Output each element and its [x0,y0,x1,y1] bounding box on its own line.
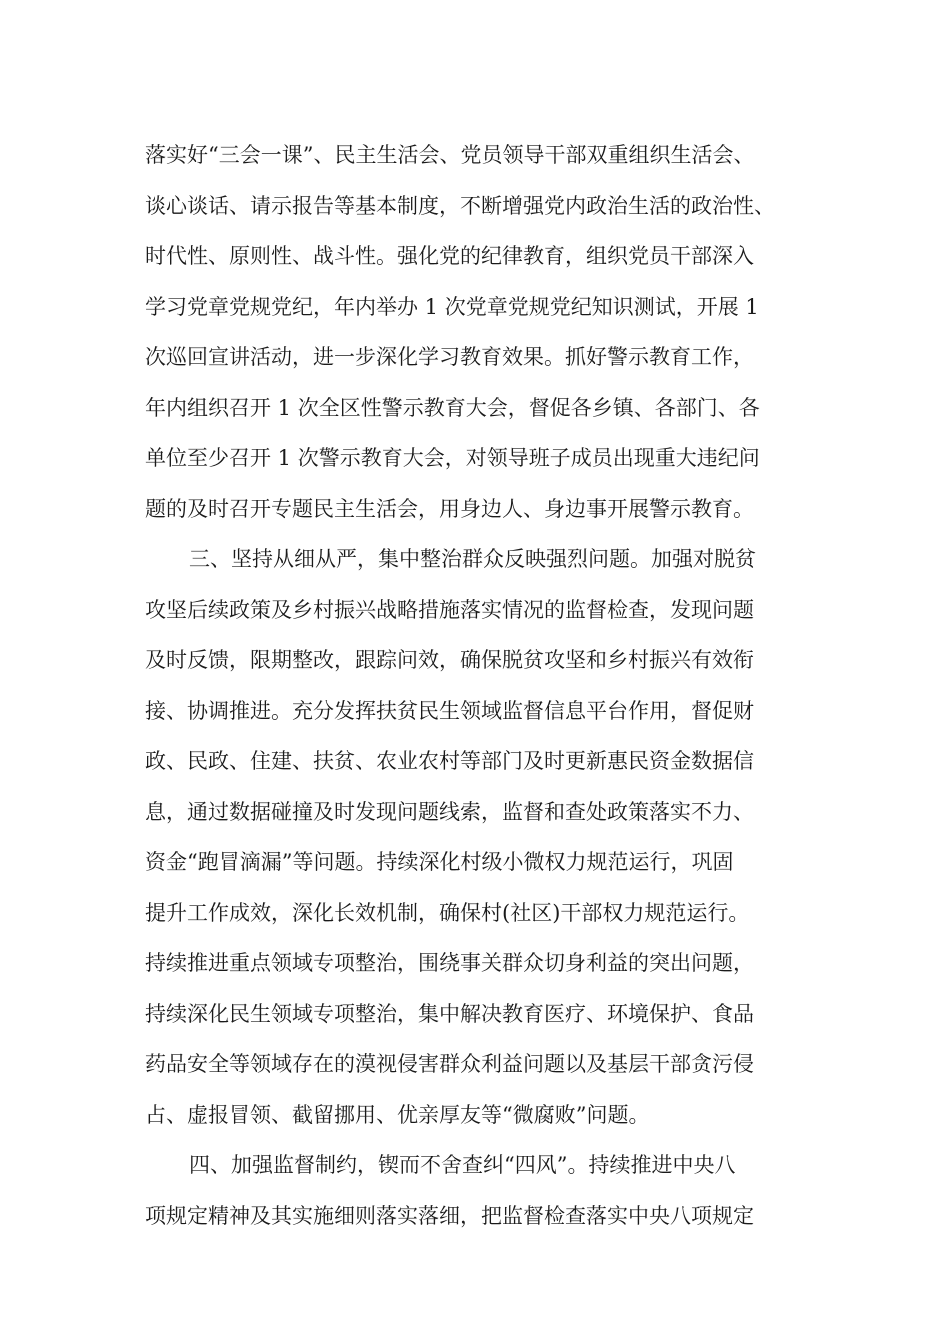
text-line: 药品安全等领域存在的漠视侵害群众利益问题以及基层干部贪污侵 [145,1052,754,1076]
text-line: 息，通过数据碰撞及时发现问题线索，监督和查处政策落实不力、 [145,799,754,824]
text-line: 政、民政、住建、扶贫、农业农村等部门及时更新惠民资金数据信 [145,749,754,773]
text-line: 落实好“三会一课”、民主生活会、党员领导干部双重组织生活会、 [145,143,755,167]
text-line: 项规定精神及其实施细则落实落细，把监督检查落实中央八项规定 [145,1203,754,1228]
text-line: 及时反馈，限期整改，跟踪问效，确保脱贫攻坚和乡村振兴有效衔 [145,648,754,672]
text-line: 持续深化民生领域专项整治，集中解决教育医疗、环境保护、食品 [145,1001,754,1026]
text-line: 谈心谈话、请示报告等基本制度，不断增强党内政治生活的政治性、 [145,193,775,218]
paragraph-start-line: 四、加强监督制约，锲而不舍查纠“四风”。持续推进中央八 [189,1153,736,1177]
text-line: 资金“跑冒滴漏”等问题。持续深化村级小微权力规范运行，巩固 [145,850,734,874]
text-line: 题的及时召开专题民主生活会，用身边人、身边事开展警示教育。 [145,496,754,521]
text-line: 次巡回宣讲活动，进一步深化学习教育效果。抓好警示教育工作， [145,345,754,369]
text-line: 时代性、原则性、战斗性。强化党的纪律教育，组织党员干部深入 [145,244,754,268]
text-line: 接、协调推进。充分发挥扶贫民生领域监督信息平台作用，督促财 [145,698,754,723]
text-line: 占、虚报冒领、截留挪用、优亲厚友等“微腐败”问题。 [145,1102,650,1127]
document-body [145,130,815,1241]
text-line: 年内组织召开 1 次全区性警示教育大会，督促各乡镇、各部门、各 [145,395,760,420]
text-line: 持续推进重点领域专项整治，围绕事关群众切身利益的突出问题， [145,951,754,975]
text-line: 单位至少召开 1 次警示教育大会，对领导班子成员出现重大违纪问 [145,446,760,470]
text-line: 学习党章党规党纪，年内举办 1 次党章党规党纪知识测试，开展 1 [145,294,759,319]
text-line: 提升工作成效，深化长效机制，确保村(社区)干部权力规范运行。 [145,900,750,925]
text-line: 攻坚后续政策及乡村振兴战略措施落实情况的监督检查，发现问题 [145,597,754,622]
paragraph-start-line: 三、坚持从细从严，集中整治群众反映强烈问题。加强对脱贫 [189,547,756,571]
